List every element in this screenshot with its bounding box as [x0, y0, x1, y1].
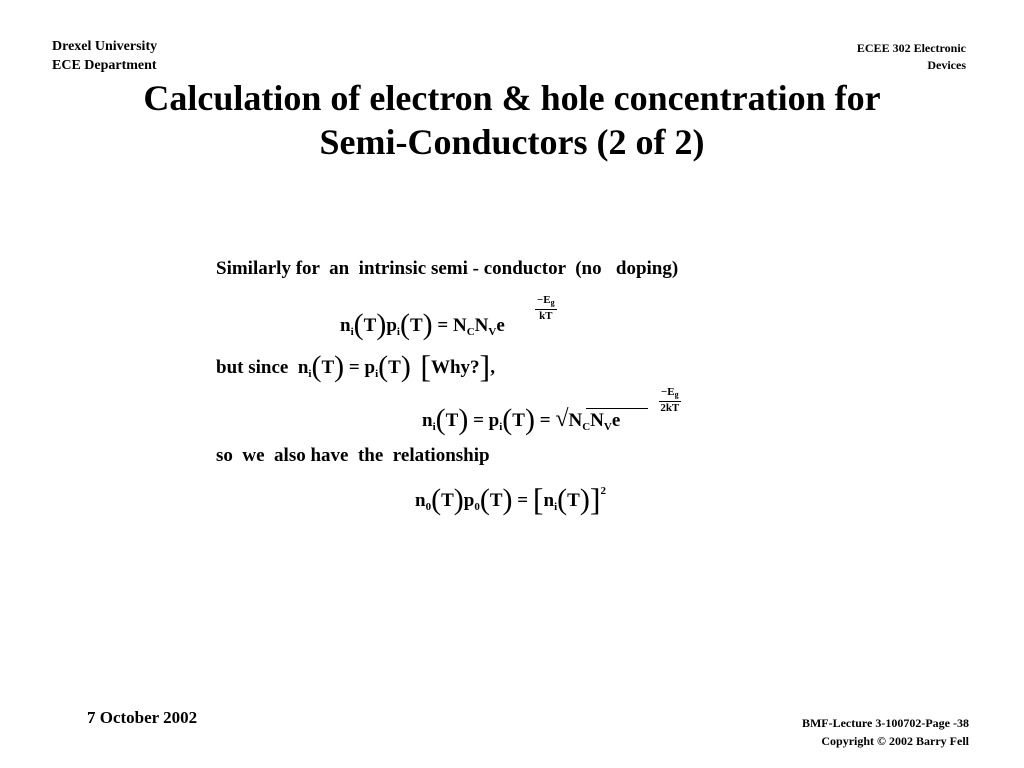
university-name: Drexel University — [52, 39, 158, 54]
course-name-cont: Devices — [927, 58, 966, 72]
equation-3: $n_0(T)p_0(T) = [n_i(T)]^2$ — [415, 481, 606, 517]
page-number: BMF-Lecture 3-100702-Page -38 — [801, 716, 969, 730]
slide-title — [60, 76, 964, 164]
exponent-1: $\frac{-E_g}{kT}$ — [537, 294, 555, 322]
copyright: Copyright © 2002 Barry Fell — [821, 734, 969, 748]
exponent-2: $\frac{-E_g}{2kT}$ — [660, 386, 680, 414]
equation-2: $n_i(T) = p_i(T) = √N_CN_Ve$ — [422, 403, 621, 436]
title-line-1: Calculation of electron & hole concentration for — [143, 78, 881, 118]
footer-right — [802, 714, 969, 750]
why-text: Why? — [430, 357, 480, 378]
equation-1: $n_i(T)p_i(T) = N_CN_Ve$ — [340, 308, 505, 341]
footer-date: 7 October 2002 — [87, 708, 198, 727]
since-line: but since $n_i(T) = p_i(T)$ [Why?], — [216, 348, 495, 384]
sqrt-bar — [586, 408, 648, 409]
title-line-2: Semi-Conductors (2 of 2) — [319, 122, 705, 162]
but-since-text: but since — [216, 357, 289, 378]
department-name: ECE Department — [52, 58, 157, 73]
header-right — [857, 40, 966, 74]
header-left — [52, 37, 157, 75]
intro-text: Similarly for an intrinsic semi - conductor (no doping) — [216, 258, 679, 279]
relationship-text: so we also have the relationship — [216, 445, 490, 466]
course-name: ECEE 302 Electronic — [856, 41, 966, 55]
